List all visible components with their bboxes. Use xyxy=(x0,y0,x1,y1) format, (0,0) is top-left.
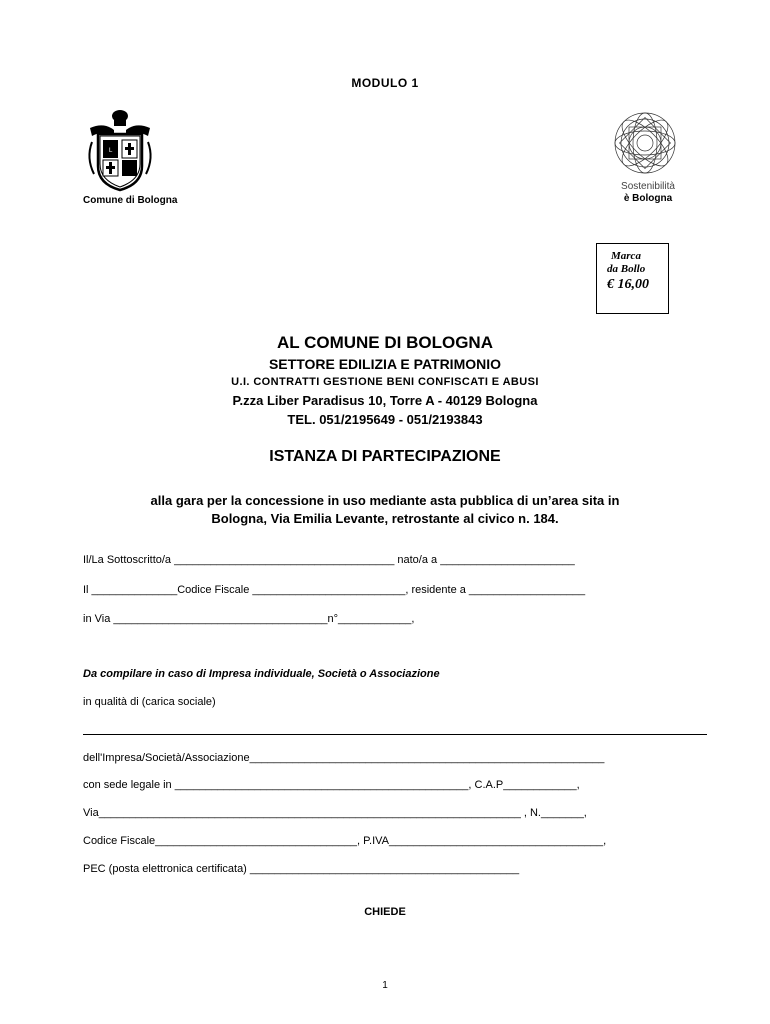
field-company-via[interactable]: Via_____________________________________________________________________ , N._______, xyxy=(83,807,587,819)
intro-line-1: alla gara per la concessione in uso mediante asta pubblica di un’area sita in xyxy=(150,493,620,508)
field-via[interactable]: in Via ___________________________________n°____________, xyxy=(83,613,415,625)
addressee-sector: SETTORE EDILIZIA E PATRIMONIO xyxy=(268,356,502,372)
svg-text:L: L xyxy=(108,147,113,154)
form-number: MODULO 1 xyxy=(351,76,419,90)
addressee-phone: TEL. 051/2195649 - 051/2193843 xyxy=(287,412,483,427)
addressee-unit: U.I. CONTRATTI GESTIONE BENI CONFISCATI E ABUSI xyxy=(231,376,539,388)
sostenibilita-logo xyxy=(612,110,678,176)
field-cf-piva[interactable]: Codice Fiscale_________________________________, P.IVA___________________________________, xyxy=(83,835,607,847)
field-sottoscritto[interactable]: Il/La Sottoscritto/a ____________________________________ nato/a a ______________________ xyxy=(83,554,575,566)
document-title: ISTANZA DI PARTECIPAZIONE xyxy=(269,448,501,465)
left-logo-caption: Comune di Bologna xyxy=(83,195,178,206)
field-carica-sociale-line[interactable] xyxy=(83,734,707,735)
stamp-amount: € 16,00 xyxy=(607,277,649,292)
page-number: 1 xyxy=(382,980,388,991)
chiede-heading: CHIEDE xyxy=(364,906,406,918)
field-sede-legale[interactable]: con sede legale in ________________________________________________, C.A.P____________, xyxy=(83,779,580,791)
addressee-address: P.zza Liber Paradisus 10, Torre A - 40129 Bologna xyxy=(232,393,538,408)
field-carica-sociale-label: in qualità di (carica sociale) xyxy=(83,696,216,708)
field-codice-fiscale[interactable]: Il ______________Codice Fiscale _________________________, residente a ___________________ xyxy=(83,584,586,596)
right-logo-caption-line1: Sostenibilità xyxy=(621,181,675,192)
addressee-title: AL COMUNE DI BOLOGNA xyxy=(277,333,493,352)
right-logo-caption-line2: è Bologna xyxy=(623,193,673,204)
revenue-stamp-box xyxy=(596,243,669,314)
stamp-label-marca: Marca xyxy=(611,250,641,262)
comune-di-bologna-coat-of-arms-logo xyxy=(84,108,156,192)
field-pec[interactable]: PEC (posta elettronica certificata) ____________________________________________ xyxy=(83,863,520,875)
company-section-heading: Da compilare in caso di Impresa individuale, Società o Associazione xyxy=(83,668,440,680)
stamp-label-da-bollo: da Bollo xyxy=(607,263,646,275)
field-impresa[interactable]: dell'Impresa/Società/Associazione__________________________________________________________ xyxy=(83,752,605,764)
intro-line-2: Bologna, Via Emilia Levante, retrostante al civico n. 184. xyxy=(211,511,559,526)
